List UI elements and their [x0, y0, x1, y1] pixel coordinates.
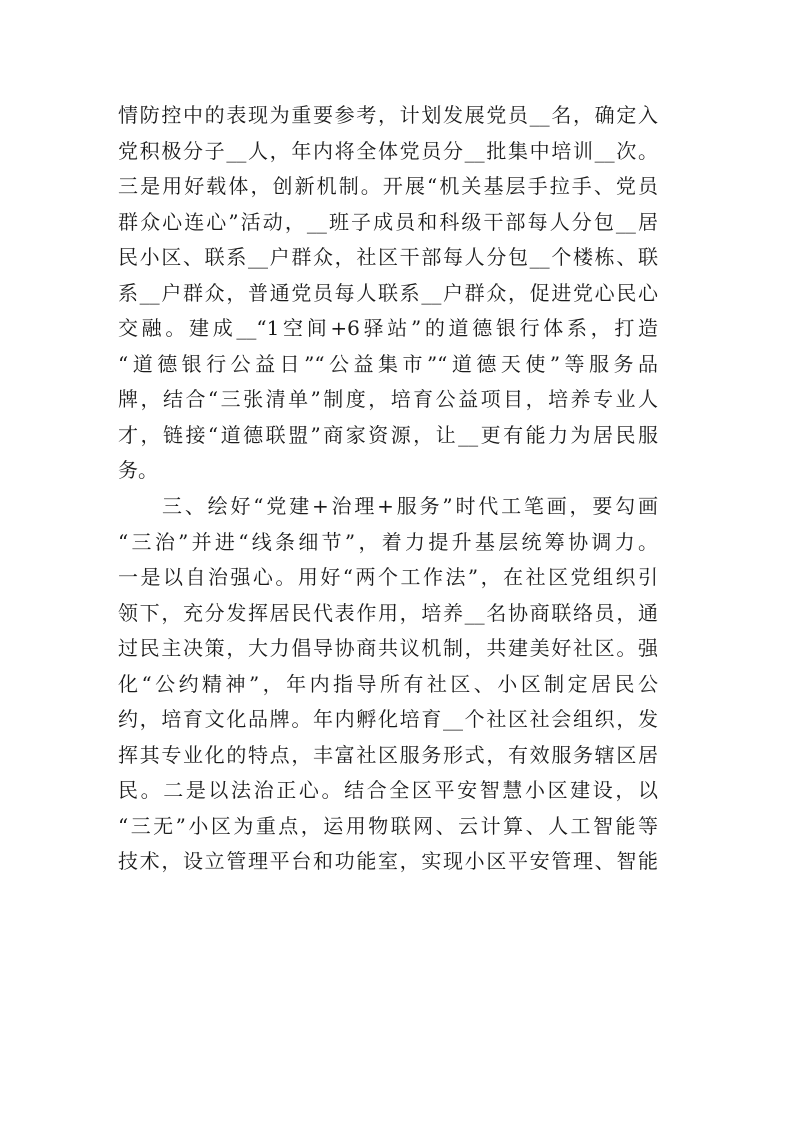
text-line: “三无”小区为重点，运用物联网、云计算、人工智能等	[118, 813, 658, 838]
text-line: 情防控中的表现为重要参考，计划发展党员__名，确定入	[118, 103, 658, 127]
text-line: “道德银行公益日”“公益集市”“道德天使”等服务品	[118, 351, 658, 376]
text-line: 技术，设立管理平台和功能室，实现小区平安管理、智能	[118, 849, 658, 874]
text-line: 系__户群众，普通党员每人联系__户群众，促进党心民心	[118, 280, 658, 305]
text-line: 群众心连心”活动，__班子成员和科级干部每人分包__居	[118, 209, 658, 234]
text-line: 党积极分子__人，年内将全体党员分__批集中培训__次。	[118, 138, 658, 163]
text-line: 挥其专业化的特点，丰富社区服务形式，有效服务辖区居	[118, 742, 658, 767]
text-line: 民。二是以法治正心。结合全区平安智慧小区建设，以	[118, 778, 658, 803]
text-line: 一是以自治强心。用好“两个工作法”，在社区党组织引	[118, 565, 658, 590]
text-line: “三治”并进“线条细节”，着力提升基层统筹协调力。	[118, 529, 658, 554]
text-line: 才，链接“道德联盟”商家资源，让__更有能力为居民服	[118, 422, 658, 447]
section-heading-line: 三、绘好“党建+治理+服务”时代工笔画，要勾画	[162, 494, 658, 519]
text-line: 三是用好载体，创新机制。开展“机关基层手拉手、党员	[118, 174, 658, 199]
text-line: 交融。建成__“1空间+6驿站”的道德银行体系，打造	[118, 316, 658, 341]
text-line: 牌，结合“三张清单”制度，培育公益项目，培养专业人	[118, 387, 658, 412]
text-line: 过民主决策，大力倡导协商共议机制，共建美好社区。强	[118, 636, 658, 661]
text-line: 约，培育文化品牌。年内孵化培育__个社区社会组织，发	[118, 707, 658, 732]
document-body	[118, 98, 658, 880]
text-line: 民小区、联系__户群众，社区干部每人分包__个楼栋、联	[118, 245, 658, 270]
text-line: 化“公约精神”，年内指导所有社区、小区制定居民公	[118, 671, 658, 696]
text-line: 务。	[118, 458, 158, 483]
text-line: 领下，充分发挥居民代表作用，培养__名协商联络员，通	[118, 600, 658, 625]
